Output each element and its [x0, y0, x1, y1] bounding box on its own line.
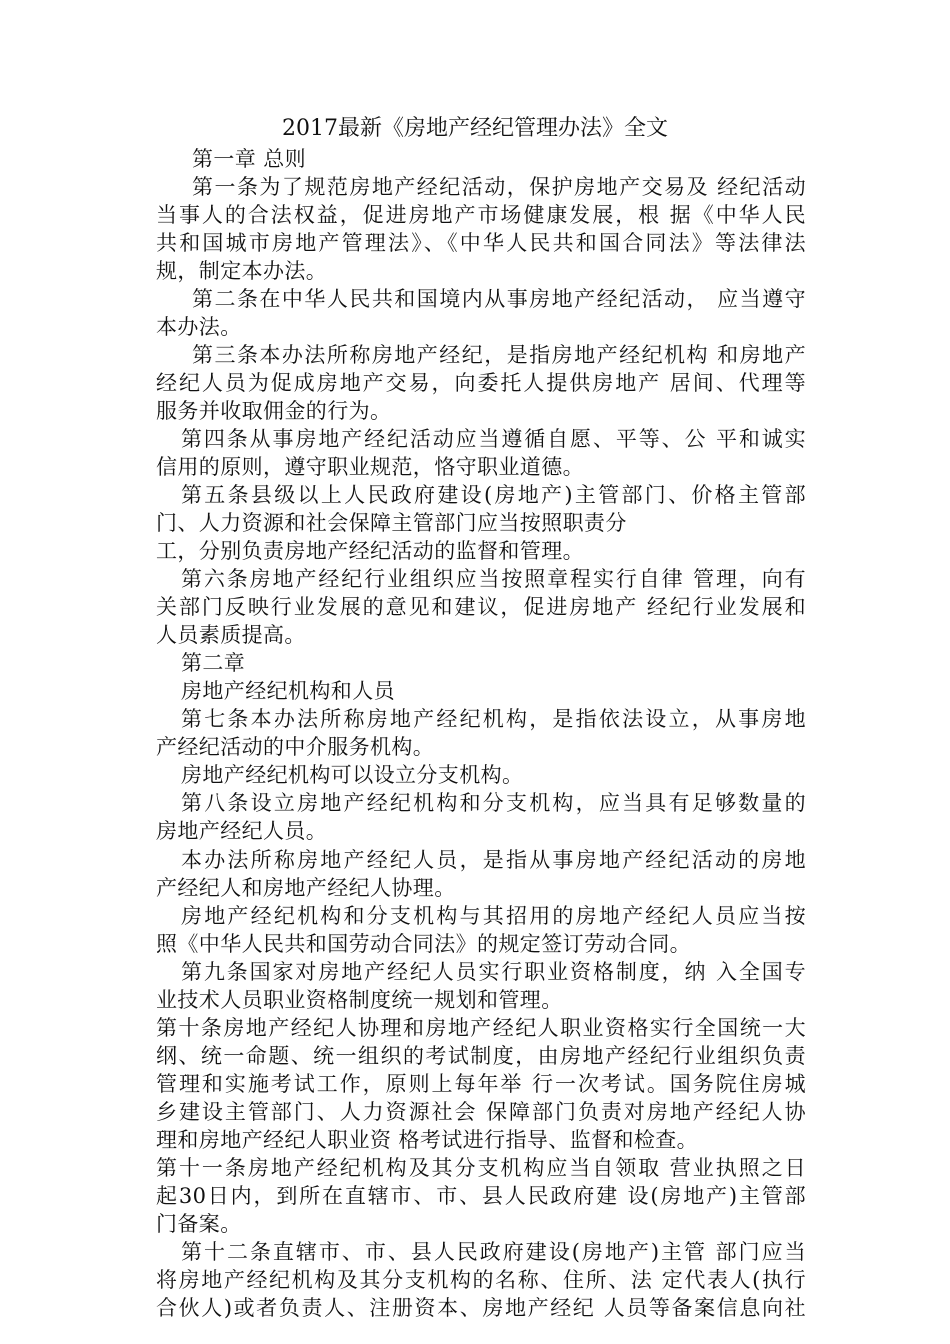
text-line: 第二章: [181, 651, 246, 676]
text-line: 理和房地产经纪人职业资 格考试进行指导、监督和检查。: [156, 1127, 699, 1152]
text-line: 产经纪活动的中介服务机构。: [156, 735, 435, 760]
text-line: 第一条为了规范房地产经纪活动，保护房地产交易及 经纪活动: [192, 175, 806, 200]
text-line: 本办法所称房地产经纪人员，是指从事房地产经纪活动的房地: [181, 847, 806, 872]
text-line: 房地产经纪机构和人员: [181, 679, 395, 704]
text-line: 第五条县级以上人民政府建设(房地产)主管部门、价格主管部: [181, 483, 806, 508]
text-line: 人员素质提高。: [156, 623, 306, 648]
text-line: 关部门反映行业发展的意见和建议，促进房地产 经纪行业发展和: [156, 595, 806, 620]
text-line: 乡建设主管部门、人力资源社会 保障部门负责对房地产经纪人协: [156, 1099, 806, 1124]
text-line: 产经纪人和房地产经纪人协理。: [156, 875, 456, 900]
text-line: 照《中华人民共和国劳动合同法》的规定签订劳动合同。: [156, 931, 691, 956]
text-line: 纲、统一命题、统一组织的考试制度，由房地产经纪行业组织负责: [156, 1043, 806, 1068]
text-line: 第六条房地产经纪行业组织应当按照章程实行自律 管理，向有: [181, 567, 806, 592]
text-line: 合伙人)或者负责人、注册资本、房地产经纪 人员等备案信息向社: [156, 1295, 806, 1320]
text-line: 第十二条直辖市、市、县人民政府建设(房地产)主管 部门应当: [181, 1239, 806, 1264]
text-line: 本办法。: [156, 315, 242, 340]
text-line: 门、人力资源和社会保障主管部门应当按照职责分: [156, 511, 627, 536]
text-line: 第三条本办法所称房地产经纪，是指房地产经纪机构 和房地产: [192, 343, 806, 368]
text-line: 房地产经纪机构可以设立分支机构。: [181, 763, 524, 788]
text-line: 第十条房地产经纪人协理和房地产经纪人职业资格实行全国统一大: [156, 1015, 806, 1040]
text-line: 业技术人员职业资格制度统一规划和管理。: [156, 987, 563, 1012]
text-line: 起30日内，到所在直辖市、市、县人民政府建 设(房地产)主管部: [156, 1183, 806, 1208]
text-line: 服务并收取佣金的行为。: [156, 399, 392, 424]
text-line: 第八条设立房地产经纪机构和分支机构，应当具有足够数量的: [181, 791, 806, 816]
text-line: 第七条本办法所称房地产经纪机构，是指依法设立，从事房地: [181, 707, 806, 732]
text-line: 第十一条房地产经纪机构及其分支机构应当自领取 营业执照之日: [156, 1155, 806, 1180]
text-line: 门备案。: [156, 1211, 242, 1236]
text-line: 管理和实施考试工作，原则上每年举 行一次考试。国务院住房城: [156, 1071, 806, 1096]
text-line: 第一章 总则: [192, 147, 307, 171]
text-line: 房地产经纪人员。: [156, 819, 328, 844]
text-line: 第二条在中华人民共和国境内从事房地产经纪活动， 应当遵守: [192, 287, 806, 312]
text-line: 规，制定本办法。: [156, 259, 328, 284]
text-line: 工，分别负责房地产经纪活动的监督和管理。: [156, 539, 584, 564]
text-line: 信用的原则，遵守职业规范，恪守职业道德。: [156, 455, 584, 480]
text-line: 将房地产经纪机构及其分支机构的名称、住所、法 定代表人(执行: [156, 1267, 806, 1292]
text-line: 当事人的合法权益，促进房地产市场健康发展，根 据《中华人民: [156, 203, 806, 228]
text-line: 第九条国家对房地产经纪人员实行职业资格制度，纳 入全国专: [181, 959, 806, 984]
text-line: 经纪人员为促成房地产交易，向委托人提供房地产 居间、代理等: [156, 371, 806, 396]
document-title: 2017最新《房地产经纪管理办法》全文: [282, 116, 668, 141]
text-line: 房地产经纪机构和分支机构与其招用的房地产经纪人员应当按: [181, 903, 806, 928]
text-line: 第四条从事房地产经纪活动应当遵循自愿、平等、公 平和诚实: [181, 427, 806, 452]
text-line: 共和国城市房地产管理法》、《中华人民共和国合同法》等法律法: [156, 231, 806, 256]
